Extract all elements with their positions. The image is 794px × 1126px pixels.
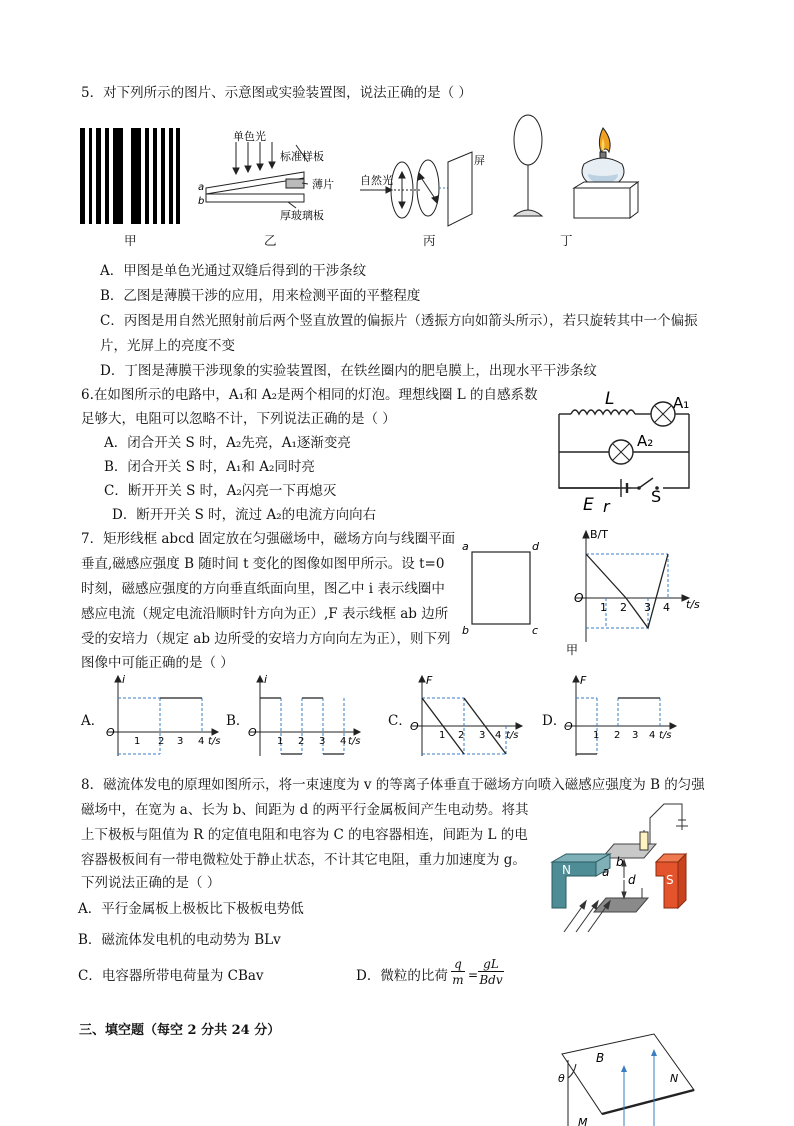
bt-series-line [586, 554, 668, 628]
opt-d-tick-1: 1 [593, 730, 600, 741]
bt-tick-1: 1 [600, 601, 607, 614]
circuit-label-A2: A₂ [637, 432, 654, 450]
q6-circuit-diagram [553, 388, 693, 518]
bt-tick-3: 3 [644, 601, 651, 614]
opt-b-tick-1: 1 [277, 736, 284, 747]
fig-bing-polarizers [360, 150, 490, 235]
q7-line4: 感应电流（规定电流沿顺时针方向为正）,F 表示线框 ab 边所 [81, 606, 449, 622]
opt-c-ylabel: F [426, 674, 433, 687]
q7-option-b-graph [240, 674, 370, 762]
yi-light-label: 单色光 [233, 130, 266, 143]
bing-screen-label: 屏 [474, 154, 485, 167]
caption-jia: 甲 [124, 233, 137, 248]
opt-b-ylabel: i [264, 673, 268, 686]
yi-thin-label: 薄片 [312, 178, 334, 191]
q7-line2: 垂直,磁感应强度 B 随时间 t 变化的图像如图甲所示。设 t=0 [81, 556, 445, 572]
q5-option-d: D．丁图是薄膜干涉现象的实验装置图，在铁丝圈内的肥皂膜上，出现水平干涉条纹 [100, 363, 597, 379]
opt-d-tick-2: 2 [614, 730, 621, 741]
mhd-label-N: N [562, 863, 571, 877]
bt-caption: 甲 [566, 643, 579, 657]
q5-option-b: B．乙图是薄膜干涉的应用，用来检测平面的平整程度 [100, 288, 421, 304]
q7-option-a-graph [98, 674, 228, 762]
q8-line4: 容器极板间有一带电微粒处于静止状态，不计其它电阻，重力加速度为 g。 [81, 852, 526, 868]
bt-ylabel: B/T [590, 528, 608, 541]
q6-stem-line2: 足够大，电阻可以忽略不计，下列说法正确的是（ ） [81, 411, 396, 427]
opt-d-origin: O [564, 720, 573, 733]
q5-option-c-cont: 片，光屏上的亮度不变 [100, 338, 235, 354]
opt-d-tick-4: 4 [649, 730, 656, 741]
circuit-label-L: L [605, 389, 615, 409]
q9-label-B: B [596, 1051, 605, 1065]
opt-b-tick-2: 2 [298, 736, 305, 747]
opt-b-origin: O [248, 726, 257, 739]
fig-soap-film-ring [504, 114, 554, 226]
opt-c-xlabel: t/s [506, 730, 519, 741]
q5-option-c: C．丙图是用自然光照射前后两个竖直放置的偏振片（透振方向如箭头所示），若只旋转其中一个偏振 [100, 313, 698, 329]
q8-line3: 上下极板与阻值为 R 的定值电阻和电容为 C 的电容器相连，间距为 L 的电 [81, 827, 528, 843]
frame-label-a: a [462, 540, 469, 553]
opt-a-tick-4: 4 [198, 736, 205, 747]
q8-d-frac-q: q [451, 957, 465, 972]
yi-standard-label: 标准样板 [280, 150, 324, 163]
opt-b-tick-3: 3 [319, 736, 326, 747]
q8-line1: 8．磁流体发电的原理如图所示，将一束速度为 v 的等离子体垂直于磁场方向喷入磁感应强度为 B 的匀强 [81, 777, 705, 793]
bt-origin: O [574, 591, 584, 605]
q6-option-b: B．闭合开关 S 时，A₁和 A₂同时亮 [104, 459, 315, 475]
q7-option-b-letter: B． [226, 713, 250, 729]
yi-glass-label: 厚玻璃板 [280, 209, 324, 222]
q5-option-a: A．甲图是单色光通过双缝后得到的干涉条纹 [100, 263, 367, 279]
q7-bt-graph [566, 528, 706, 658]
q8-line2: 磁场中，在宽为 a、长为 b、间距为 d 的两平行金属板间产生电动势。将其 [81, 802, 529, 818]
frame-label-c: c [532, 624, 539, 637]
mhd-label-a: a [602, 865, 610, 879]
circuit-label-A1: A₁ [673, 394, 690, 412]
circuit-label-r: r [603, 497, 610, 516]
mhd-label-S: S [666, 873, 674, 887]
bt-xlabel: t/s [686, 598, 700, 611]
opt-b-tick-4: 4 [340, 736, 347, 747]
q7-line1: 7．矩形线框 abcd 固定放在匀强磁场中，磁场方向与线圈平面 [81, 531, 456, 547]
q8-d-rhs-gL: gL [478, 957, 504, 972]
opt-a-tick-3: 3 [177, 736, 184, 747]
opt-a-xlabel: t/s [208, 736, 221, 747]
q6-option-c: C．断开开关 S 时，A₂闪亮一下再熄灭 [104, 483, 337, 499]
fig-ding-alcohol-lamp [566, 126, 646, 222]
opt-c-origin: O [410, 720, 419, 733]
q8-option-a: A．平行金属板上极板比下极板电势低 [78, 901, 304, 917]
mhd-label-d: d [628, 873, 636, 887]
q6-stem-line1: 6.在如图所示的电路中，A₁和 A₂是两个相同的灯泡。理想线圈 L 的自感系数 [81, 387, 538, 403]
opt-c-tick-3: 3 [479, 730, 486, 741]
q7-option-c-graph [402, 674, 532, 762]
opt-c-tick-2: 2 [458, 730, 465, 741]
opt-c-tick-4: 4 [495, 730, 502, 741]
q7-line3: 时刻，磁感应强度的方向垂直纸面向里，图乙中 i 表示线圈中 [81, 581, 445, 597]
q8-option-c: C．电容器所带电荷量为 CBav [78, 968, 264, 984]
caption-ding: 丁 [560, 233, 573, 248]
yi-b-label: b [198, 196, 205, 207]
bing-natural-label: 自然光 [360, 174, 393, 187]
q8-d-eq: = [468, 968, 479, 982]
q9-incline-diagram [554, 1034, 704, 1126]
q7-option-d-graph [556, 674, 686, 762]
fig-jia-fringes [80, 128, 180, 224]
q8-d-rhs-Bdv: Bdv [479, 973, 503, 987]
q6-option-d: D．断开开关 S 时，流过 A₂的电流方向向右 [112, 507, 377, 523]
yi-a-label: a [198, 182, 205, 193]
q7-option-a-letter: A． [81, 713, 105, 729]
section3-title: 三、填空题（每空 2 分共 24 分） [79, 1023, 281, 1038]
q7-line5: 受的安培力（规定 ab 边所受的安培力方向向左为正），则下列 [81, 631, 451, 647]
caption-bing: 丙 [423, 233, 436, 248]
opt-d-tick-3: 3 [632, 730, 639, 741]
bt-tick-4: 4 [663, 601, 670, 614]
q5-stem: 5．对下列所示的图片、示意图或实验装置图，说法正确的是（ ） [81, 85, 472, 101]
opt-a-tick-2: 2 [158, 736, 165, 747]
opt-a-tick-1: 1 [134, 736, 141, 747]
mhd-label-b: b [616, 855, 624, 869]
q9-label-theta: θ [558, 1072, 565, 1085]
q8-d-frac-m: m [452, 973, 464, 987]
opt-d-xlabel: t/s [659, 730, 672, 741]
opt-a-origin: O [106, 726, 115, 739]
q8-option-b: B．磁流体发电机的电动势为 BLv [78, 932, 281, 948]
circuit-label-E: E [583, 495, 594, 515]
opt-a-ylabel: i [122, 673, 126, 686]
q8-option-d-prefix: D．微粒的比荷 [356, 968, 448, 984]
opt-c-tick-1: 1 [439, 730, 446, 741]
q7-frame-abcd [460, 538, 550, 638]
q8-mhd-diagram [544, 800, 714, 935]
q6-option-a: A．闭合开关 S 时，A₂先亮，A₁逐渐变亮 [104, 435, 351, 451]
circuit-label-S: S [651, 487, 662, 506]
frame-label-d: d [532, 540, 539, 553]
q7-option-c-letter: C． [388, 713, 412, 729]
q9-label-M: M [578, 1116, 588, 1126]
q9-label-N: N [670, 1072, 679, 1085]
fig-yi-thin-film [196, 128, 366, 228]
frame-label-b: b [462, 624, 469, 637]
q8-line5: 下列说法正确的是（ ） [81, 875, 221, 891]
q7-line6: 图像中可能正确的是（ ） [81, 655, 234, 671]
q7-option-d-letter: D． [542, 713, 567, 729]
bt-tick-2: 2 [620, 601, 627, 614]
caption-yi: 乙 [264, 233, 277, 248]
opt-d-ylabel: F [580, 674, 587, 687]
opt-b-xlabel: t/s [348, 736, 361, 747]
